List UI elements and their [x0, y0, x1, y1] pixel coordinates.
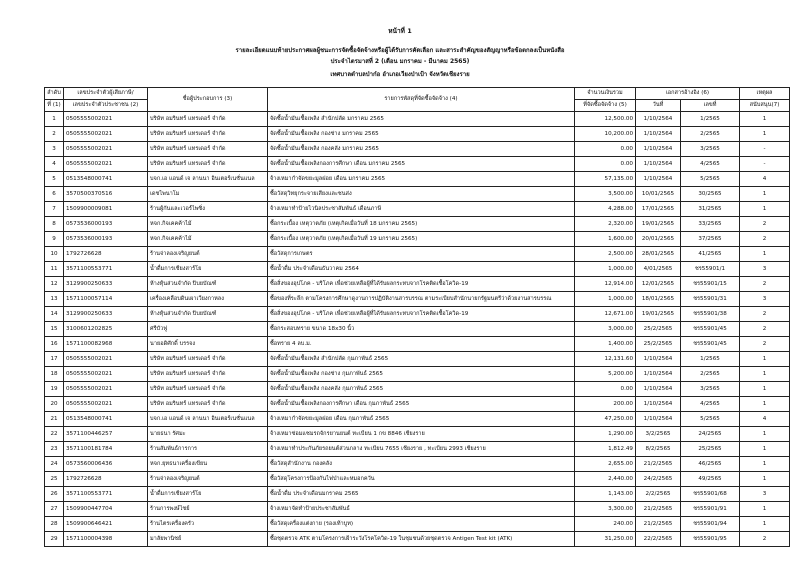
cell-seq: 4: [45, 157, 64, 172]
cell-seq: 7: [45, 202, 64, 217]
cell-detail: จ้างเหมากำจัดขยะมูลฝอย เดือน มกราคม 2565: [268, 172, 575, 187]
cell-reason: 2: [740, 232, 790, 247]
cell-amount: 1,143.00: [575, 487, 636, 502]
cell-ref-date: 4/01/2565: [636, 262, 681, 277]
cell-ref-date: 1/10/2564: [636, 397, 681, 412]
cell-ref-date: 28/01/2565: [636, 247, 681, 262]
table-row: [45, 112, 790, 127]
cell-vendor: บจก.เอ แอนด์ เจ ลานนา อินเตอร์เนชั่นแนล: [148, 172, 268, 187]
cell-detail: จัดซื้อน้ำมันเชื้อเพลิง สำนักปลัด กุมภาพันธ์ 2565: [268, 352, 575, 367]
table-row: [45, 322, 790, 337]
table-row: [45, 487, 790, 502]
table-row: [45, 262, 790, 277]
header-ref-no: เลขที่: [681, 100, 740, 112]
header-ref: เอกสารอ้างอิง (6): [636, 88, 740, 100]
cell-vendor: หจก.กิจเคคค้าไม้: [148, 217, 268, 232]
cell-ref-date: 1/10/2564: [636, 367, 681, 382]
cell-detail: ซื้อสิ่งของอุปโภค - บริโภค เพื่อช่วยเหลือผู้ที่ได้รับผลกระทบจากโรคติดเชื้อโควิด-19: [268, 307, 575, 322]
cell-ref-no: ชร55901/38: [681, 307, 740, 322]
cell-vendor: นายธนา รัศมะ: [148, 427, 268, 442]
cell-detail: จัดซื้อน้ำมันเชื้อเพลิง กองช่าง มกราคม 2565: [268, 127, 575, 142]
cell-amount: 12,671.00: [575, 307, 636, 322]
cell-seq: 25: [45, 472, 64, 487]
cell-ref-no: ชร55901/68: [681, 487, 740, 502]
table-row: [45, 217, 790, 232]
cell-ref-date: 10/01/2565: [636, 187, 681, 202]
cell-vendor: บริษัท อมรินทร์ แทรเดอร์ จำกัด: [148, 352, 268, 367]
table-row: [45, 292, 790, 307]
table-row: [45, 367, 790, 382]
cell-seq: 27: [45, 502, 64, 517]
header-tax-b: เลขประจำตัวประชาชน (2): [64, 100, 148, 112]
cell-ref-date: 20/01/2565: [636, 232, 681, 247]
table-row: [45, 307, 790, 322]
cell-ref-no: ชร55901/94: [681, 517, 740, 532]
document-title: รายละเอียดแนบท้ายประกาศผลผู้ชนะการจัดซื้อจัดจ้างหรือผู้ได้รับการคัดเลือก และสาระสำคัญของสัญญาหรือข้อตกลงเป็นหนังสือ: [235, 47, 565, 54]
cell-reason: 1: [740, 502, 790, 517]
cell-amount: 240.00: [575, 517, 636, 532]
header-tax-a: เลขประจำตัวผู้เสียภาษี/: [64, 88, 148, 100]
table-row: [45, 157, 790, 172]
cell-vendor: บริษัท อมรินทร์ แทรเดอร์ จำกัด: [148, 142, 268, 157]
cell-ref-no: 33/2565: [681, 217, 740, 232]
cell-reason: 3: [740, 292, 790, 307]
header-vendor: ชื่อผู้ประกอบการ (3): [148, 88, 268, 112]
table-row: [45, 412, 790, 427]
cell-ref-date: 1/10/2564: [636, 382, 681, 397]
cell-ref-date: 21/2/2565: [636, 457, 681, 472]
cell-ref-no: 30/2565: [681, 187, 740, 202]
cell-vendor: นายอดิศักดิ์ บรรจง: [148, 337, 268, 352]
cell-tax-id: 1571100057114: [64, 292, 148, 307]
cell-ref-date: 17/01/2565: [636, 202, 681, 217]
cell-detail: จ้างเหมาซ่อมแซมรถจักรยานยนต์ ทะเบียน 1 กข 8846 เชียงราย: [268, 427, 575, 442]
table-row: [45, 532, 790, 547]
cell-tax-id: 1571100082968: [64, 337, 148, 352]
cell-detail: ซื้อสิ่งของอุปโภค - บริโภค เพื่อช่วยเหลือผู้ที่ได้รับผลกระทบจากโรคติดเชื้อโควิด-19: [268, 277, 575, 292]
cell-tax-id: 0513548000741: [64, 412, 148, 427]
cell-vendor: น้ำดื่มการเชียงสาร์โย: [148, 262, 268, 277]
cell-seq: 1: [45, 112, 64, 127]
cell-seq: 9: [45, 232, 64, 247]
cell-reason: 1: [740, 367, 790, 382]
table-row: [45, 232, 790, 247]
cell-tax-id: 0505555002021: [64, 367, 148, 382]
cell-amount: 1,600.00: [575, 232, 636, 247]
cell-vendor: ร้านผู้กันและเวอร์ไพซิ่ง: [148, 202, 268, 217]
document-subtitle-agency: เทศบาลตำบลป่าก๋อ อำเภอเวียงป่าเป้า จังหวัดเชียงราย: [330, 71, 470, 78]
cell-ref-no: 4/2565: [681, 157, 740, 172]
header-amount-a: จำนวนเงินรวม: [575, 88, 636, 100]
cell-vendor: หจก.กิจเคคค้าไม้: [148, 232, 268, 247]
cell-tax-id: 1509900009081: [64, 202, 148, 217]
cell-vendor: ร้านจ่าลองเจริญยนต์: [148, 472, 268, 487]
table-row: [45, 337, 790, 352]
document-subtitle-quarter: ประจำไตรมาสที่ 2 (เดือน มกราคม - มีนาคม 2565): [330, 58, 470, 65]
cell-amount: 0.00: [575, 382, 636, 397]
cell-tax-id: 1509900646421: [64, 517, 148, 532]
cell-amount: 2,500.00: [575, 247, 636, 262]
cell-seq: 8: [45, 217, 64, 232]
table-row: [45, 172, 790, 187]
cell-tax-id: 0505555002021: [64, 157, 148, 172]
cell-tax-id: 3571100181784: [64, 442, 148, 457]
cell-ref-date: 21/2/2565: [636, 517, 681, 532]
cell-reason: 2: [740, 337, 790, 352]
cell-ref-no: ชร55901/45: [681, 337, 740, 352]
cell-ref-no: ชร55901/95: [681, 532, 740, 547]
cell-detail: ซื้อของที่ระลึก ตามโครงการศึกษาดูงานการปฏิบัติงานสารบรรณ ตามระเบียบสำนักนายกรัฐมนตรีว่าด้วยงานสารบรรณ: [268, 292, 575, 307]
cell-tax-id: 0513548000741: [64, 172, 148, 187]
cell-seq: 16: [45, 337, 64, 352]
cell-reason: 1: [740, 517, 790, 532]
cell-vendor: บริษัท อมรินทร์ แทรเดอร์ จำกัด: [148, 397, 268, 412]
cell-ref-date: 1/10/2564: [636, 127, 681, 142]
cell-amount: 47,250.00: [575, 412, 636, 427]
cell-amount: 2,440.00: [575, 472, 636, 487]
cell-ref-date: 3/2/2565: [636, 427, 681, 442]
cell-amount: 3,300.00: [575, 502, 636, 517]
cell-seq: 29: [45, 532, 64, 547]
cell-seq: 6: [45, 187, 64, 202]
header-seq-b: ที่ (1): [45, 100, 64, 112]
cell-tax-id: 1792726628: [64, 247, 148, 262]
cell-reason: 1: [740, 472, 790, 487]
cell-amount: 5,200.00: [575, 367, 636, 382]
cell-reason: 1: [740, 382, 790, 397]
cell-ref-no: 2/2565: [681, 127, 740, 142]
cell-seq: 22: [45, 427, 64, 442]
cell-ref-no: 41/2565: [681, 247, 740, 262]
header-ref-date: วันที่: [636, 100, 681, 112]
cell-vendor: ห้างหุ้นส่วนจำกัด ปิบยบัณฑ์: [148, 307, 268, 322]
cell-tax-id: 0505555002021: [64, 352, 148, 367]
table-row: [45, 442, 790, 457]
cell-vendor: บริษัท อมรินทร์ แทรเดอร์ จำกัด: [148, 157, 268, 172]
cell-seq: 19: [45, 382, 64, 397]
cell-seq: 14: [45, 307, 64, 322]
table-row: [45, 427, 790, 442]
cell-reason: 1: [740, 187, 790, 202]
cell-ref-no: 46/2565: [681, 457, 740, 472]
cell-ref-no: ชร55901/15: [681, 277, 740, 292]
cell-amount: 31,250.00: [575, 532, 636, 547]
table-row: [45, 127, 790, 142]
cell-vendor: ศรีบัวฟู: [148, 322, 268, 337]
table-row: [45, 382, 790, 397]
cell-seq: 12: [45, 277, 64, 292]
cell-tax-id: 1571100004398: [64, 532, 148, 547]
cell-vendor: หจก.ยุทธนาเครื่องเขียน: [148, 457, 268, 472]
cell-reason: 1: [740, 457, 790, 472]
cell-ref-no: 25/2565: [681, 442, 740, 457]
header-detail: รายการพัสดุที่จัดซื้อจัดจ้าง (4): [268, 88, 575, 112]
cell-ref-no: 1/2565: [681, 112, 740, 127]
cell-detail: ซื้อกระสอบทราย ขนาด 18x30 นิ้ว: [268, 322, 575, 337]
header-amount-b: ที่จัดซื้อจัดจ้าง (5): [575, 100, 636, 112]
table-row: [45, 187, 790, 202]
cell-tax-id: 3129900250633: [64, 277, 148, 292]
cell-reason: 1: [740, 427, 790, 442]
cell-seq: 18: [45, 367, 64, 382]
cell-detail: จัดซื้อน้ำมันเชื้อเพลิง กองคลัง มกราคม 2565: [268, 142, 575, 157]
cell-ref-date: 8/2/2565: [636, 442, 681, 457]
cell-detail: ซื้อกระเบื้อง เหตุวาตภัย (เหตุเกิดเมื่อวันที่ 18 มกราคม 2565): [268, 217, 575, 232]
cell-detail: ซื้อวัสดุโครงการป้องกันไฟป่าและหมอกควัน: [268, 472, 575, 487]
table-row: [45, 142, 790, 157]
table-row: [45, 352, 790, 367]
cell-ref-date: 1/10/2564: [636, 112, 681, 127]
cell-amount: 10,200.00: [575, 127, 636, 142]
cell-ref-date: 1/10/2564: [636, 172, 681, 187]
cell-seq: 28: [45, 517, 64, 532]
cell-vendor: บริษัท อมรินทร์ แทรเดอร์ จำกัด: [148, 382, 268, 397]
cell-ref-no: ชร55901/1: [681, 262, 740, 277]
cell-detail: ซื้อชุดตรวจ ATK ตามโครงการเฝ้าระวังโรคโควิด-19 ในชุมชนด้วยชุดตรวจ Antigen Test kit (ATK): [268, 532, 575, 547]
cell-ref-date: 24/2/2565: [636, 472, 681, 487]
cell-detail: ซื้อวัสดุเครื่องแต่งกาย (รองเท้าบูท): [268, 517, 575, 532]
cell-ref-date: 19/01/2565: [636, 217, 681, 232]
cell-reason: 2: [740, 322, 790, 337]
cell-detail: ซื้อวัสดุการเกษตร: [268, 247, 575, 262]
cell-tax-id: 3100601202825: [64, 322, 148, 337]
cell-amount: 1,290.00: [575, 427, 636, 442]
header-reason-b: สนับสนุน(7): [740, 100, 790, 112]
cell-vendor: บริษัท อมรินทร์ แทรเดอร์ จำกัด: [148, 367, 268, 382]
cell-detail: จ้างเหมากำจัดขยะมูลฝอย เดือน กุมภาพันธ์ 2565: [268, 412, 575, 427]
cell-ref-no: 31/2565: [681, 202, 740, 217]
cell-seq: 20: [45, 397, 64, 412]
cell-reason: 2: [740, 307, 790, 322]
cell-vendor: บจก.เอ แอนด์ เจ ลานนา อินเตอร์เนชั่นแนล: [148, 412, 268, 427]
cell-ref-no: 4/2565: [681, 397, 740, 412]
cell-ref-date: 2/2/2565: [636, 487, 681, 502]
cell-amount: 12,500.00: [575, 112, 636, 127]
cell-tax-id: 0505555002021: [64, 382, 148, 397]
cell-tax-id: 1509900447704: [64, 502, 148, 517]
header-reason-a: เหตุผล: [740, 88, 790, 100]
cell-reason: 1: [740, 352, 790, 367]
cell-reason: -: [740, 157, 790, 172]
cell-ref-date: 1/10/2564: [636, 412, 681, 427]
cell-seq: 23: [45, 442, 64, 457]
cell-detail: จัดซื้อน้ำมันเชื้อเพลิง กองคลัง กุมภาพันธ์ 2565: [268, 382, 575, 397]
cell-amount: 2,655.00: [575, 457, 636, 472]
cell-detail: จ้างเหมาทำประกันภัยรถยนต์ส่วนกลาง ทะเบียน 7655 เชียงราย , ทะเบียน 2993 เชียงราย: [268, 442, 575, 457]
cell-seq: 24: [45, 457, 64, 472]
page-number: หน้าที่ 1: [388, 27, 412, 35]
cell-reason: 4: [740, 172, 790, 187]
cell-seq: 17: [45, 352, 64, 367]
cell-reason: 1: [740, 442, 790, 457]
cell-ref-no: 1/2565: [681, 352, 740, 367]
cell-reason: 1: [740, 397, 790, 412]
cell-ref-no: 3/2565: [681, 142, 740, 157]
cell-vendor: ร้านจ่าลองเจริญยนต์: [148, 247, 268, 262]
cell-seq: 5: [45, 172, 64, 187]
cell-amount: 12,914.00: [575, 277, 636, 292]
cell-amount: 4,288.00: [575, 202, 636, 217]
cell-detail: ซื้อกระเบื้อง เหตุวาตภัย (เหตุเกิดเมื่อวันที่ 19 มกราคม 2565): [268, 232, 575, 247]
table-row: [45, 202, 790, 217]
cell-detail: จัดซื้อน้ำมันเชื้อเพลิงกองการศึกษา เดือน มกราคม 2565: [268, 157, 575, 172]
cell-amount: 1,812.49: [575, 442, 636, 457]
cell-ref-date: 22/2/2565: [636, 532, 681, 547]
cell-ref-date: 25/2/2565: [636, 337, 681, 352]
cell-tax-id: 0505555002021: [64, 127, 148, 142]
cell-reason: 1: [740, 127, 790, 142]
cell-ref-no: 5/2565: [681, 412, 740, 427]
cell-vendor: เดชไพนาโม: [148, 187, 268, 202]
cell-detail: ซื้อน้ำดื่ม ประจำเดือนมกราคม 2565: [268, 487, 575, 502]
cell-tax-id: 1792726628: [64, 472, 148, 487]
table-row: [45, 517, 790, 532]
cell-amount: 3,500.00: [575, 187, 636, 202]
cell-vendor: น้ำดื่มการเชียงสาร์โย: [148, 487, 268, 502]
cell-reason: -: [740, 142, 790, 157]
table-row: [45, 247, 790, 262]
cell-ref-no: 2/2565: [681, 367, 740, 382]
cell-vendor: ร้านไตรเครื่องครัว: [148, 517, 268, 532]
cell-reason: 1: [740, 112, 790, 127]
cell-vendor: ร้านการพงษ์ไชย์: [148, 502, 268, 517]
cell-tax-id: 3571100446257: [64, 427, 148, 442]
cell-tax-id: 3570500370516: [64, 187, 148, 202]
cell-detail: จัดซื้อน้ำมันเชื้อเพลิง กองช่าง กุมภาพันธ์ 2565: [268, 367, 575, 382]
cell-tax-id: 3571100553771: [64, 262, 148, 277]
table-row: [45, 277, 790, 292]
cell-vendor: ห้างหุ้นส่วนจำกัด ปิบยบัณฑ์: [148, 277, 268, 292]
cell-reason: 1: [740, 202, 790, 217]
cell-detail: จ้างเหมาทำป้ายไวนิลประชาสัมพันธ์ เดือนภาษี: [268, 202, 575, 217]
cell-tax-id: 0505555002021: [64, 397, 148, 412]
cell-detail: ซื้อวัสดุสำนักงาน กองคลัง: [268, 457, 575, 472]
cell-reason: 2: [740, 532, 790, 547]
cell-tax-id: 3571100553771: [64, 487, 148, 502]
cell-ref-no: 3/2565: [681, 382, 740, 397]
table-row: [45, 502, 790, 517]
cell-detail: จ้างเหมาจัดทำป้ายประชาสัมพันธ์: [268, 502, 575, 517]
cell-detail: ซื้อน้ำดื่ม ประจำเดือนธันวาคม 2564: [268, 262, 575, 277]
cell-ref-no: 49/2565: [681, 472, 740, 487]
cell-tax-id: 0505555002021: [64, 142, 148, 157]
cell-seq: 15: [45, 322, 64, 337]
cell-amount: 0.00: [575, 157, 636, 172]
cell-amount: 1,000.00: [575, 262, 636, 277]
cell-amount: 2,320.00: [575, 217, 636, 232]
cell-seq: 21: [45, 412, 64, 427]
cell-ref-no: 37/2565: [681, 232, 740, 247]
cell-tax-id: 0505555002021: [64, 112, 148, 127]
cell-reason: 1: [740, 247, 790, 262]
cell-reason: 2: [740, 217, 790, 232]
cell-seq: 13: [45, 292, 64, 307]
cell-amount: 200.00: [575, 397, 636, 412]
cell-amount: 3,000.00: [575, 322, 636, 337]
cell-amount: 12,131.60: [575, 352, 636, 367]
cell-ref-no: 5/2565: [681, 172, 740, 187]
cell-ref-no: ชร55901/31: [681, 292, 740, 307]
cell-vendor: บริษัท อมรินทร์ แทรเดอร์ จำกัด: [148, 112, 268, 127]
cell-ref-no: ชร55901/91: [681, 502, 740, 517]
cell-amount: 57,135.00: [575, 172, 636, 187]
cell-tax-id: 3129900250633: [64, 307, 148, 322]
cell-ref-date: 18/01/2565: [636, 292, 681, 307]
cell-detail: ซื้อทราย 4 ลบ.ม.: [268, 337, 575, 352]
cell-tax-id: 0573560006436: [64, 457, 148, 472]
cell-reason: 2: [740, 277, 790, 292]
cell-seq: 2: [45, 127, 64, 142]
cell-ref-date: 12/01/2565: [636, 277, 681, 292]
cell-seq: 11: [45, 262, 64, 277]
cell-ref-date: 21/2/2565: [636, 502, 681, 517]
header-seq-a: ลำดับ: [45, 88, 64, 100]
cell-vendor: มาลัยพานิชย์: [148, 532, 268, 547]
cell-vendor: บริษัท อมรินทร์ แทรเดอร์ จำกัด: [148, 127, 268, 142]
cell-seq: 3: [45, 142, 64, 157]
cell-detail: จัดซื้อน้ำมันเชื้อเพลิงกองการศึกษา เดือน กุมภาพันธ์ 2565: [268, 397, 575, 412]
cell-ref-no: 24/2565: [681, 427, 740, 442]
cell-tax-id: 0573536000193: [64, 232, 148, 247]
cell-reason: 3: [740, 262, 790, 277]
cell-seq: 10: [45, 247, 64, 262]
table-row: [45, 397, 790, 412]
table-row: [45, 472, 790, 487]
cell-ref-no: ชร55901/45: [681, 322, 740, 337]
table-body: [45, 112, 790, 547]
cell-ref-date: 1/10/2564: [636, 352, 681, 367]
table-row: [45, 457, 790, 472]
cell-tax-id: 0573536000193: [64, 217, 148, 232]
cell-amount: 1,000.00: [575, 292, 636, 307]
cell-ref-date: 19/01/2565: [636, 307, 681, 322]
cell-ref-date: 25/2/2565: [636, 322, 681, 337]
cell-seq: 26: [45, 487, 64, 502]
cell-detail: ซื้อวัสดุวิทยุกระจายเสียงและชนส่ง: [268, 187, 575, 202]
procurement-table: [44, 87, 790, 547]
table-header: [45, 88, 790, 112]
cell-reason: 4: [740, 412, 790, 427]
cell-detail: จัดซื้อน้ำมันเชื้อเพลิง สำนักปลัด มกราคม 2565: [268, 112, 575, 127]
cell-reason: 3: [740, 487, 790, 502]
cell-ref-date: 1/10/2564: [636, 157, 681, 172]
cell-vendor: เครื่องเคลือบดินเผาเวียงกาหลง: [148, 292, 268, 307]
cell-ref-date: 1/10/2564: [636, 142, 681, 157]
cell-amount: 0.00: [575, 142, 636, 157]
cell-vendor: ร้านสัมพันธ์การการ: [148, 442, 268, 457]
cell-amount: 1,400.00: [575, 337, 636, 352]
